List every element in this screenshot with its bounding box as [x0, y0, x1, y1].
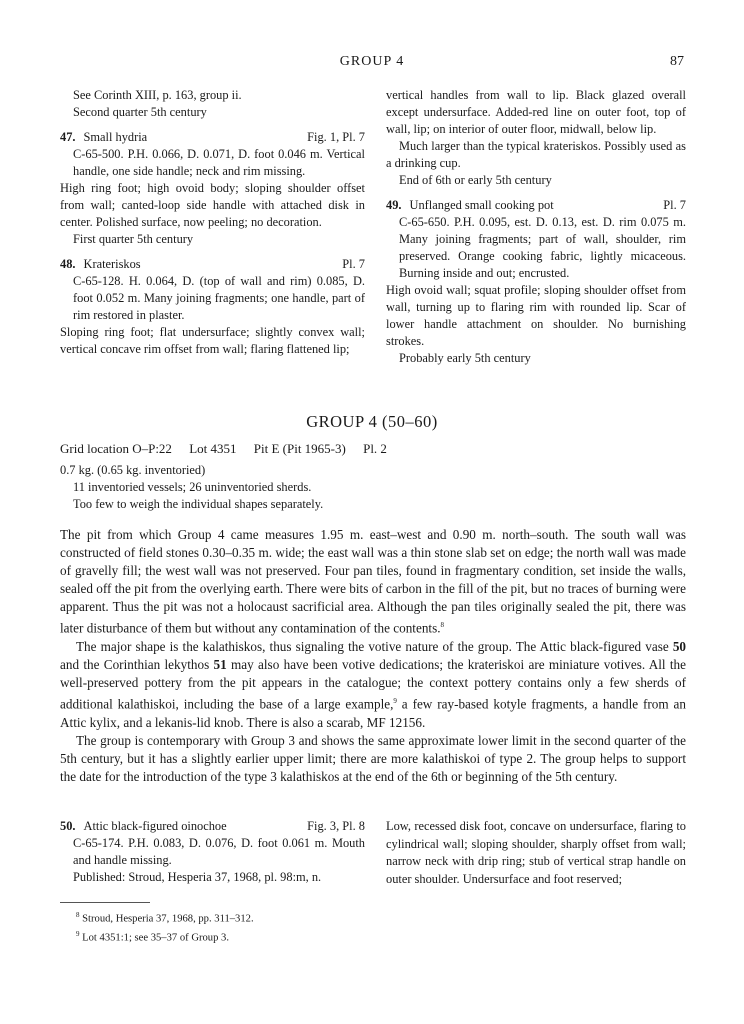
catalog-ref: 51: [213, 657, 227, 673]
body-paragraph-2: [60, 638, 686, 732]
entry-description: Low, recessed disk foot, concave on undersurface, flaring to cylindrical wall; sloping shoulder, sharply offset from wall; narrow neck with drip ring; stub of vertical strap handle on outer shoulder. Undersurface and foot reserved;: [386, 819, 686, 886]
section-title: GROUP 4 (50–60): [306, 412, 438, 431]
counts-line: 11 inventoried vessels; 26 uninventoried sherds.: [73, 480, 312, 494]
paragraph-text: may also have been votive dedications; the krateriskoi are miniature votives. All the well-preserved pottery from the pit appears in the catalogue; the context pottery contains only a few sherds of additional kalathiskoi, including the base of a large example,: [60, 657, 686, 712]
weights-block: [60, 462, 660, 513]
entry-49-heading: [386, 197, 686, 214]
entry-catalog: C-65-650. P.H. 0.095, est. D. 0.13, est. D. rim 0.075 m. Many joining fragments; part of wall, shoulder, rim preserved. Orange cooking fabric, lightly micaceous. Burning inside and out; encrusted.: [399, 215, 686, 280]
grid-location-line: [60, 441, 401, 457]
plate-reference: Pl. 2: [363, 441, 387, 456]
footnote-mark: 9: [76, 929, 80, 938]
entry-50-heading: [60, 818, 365, 835]
entry-reference: Pl. 7: [663, 198, 686, 212]
entry-48-heading: [60, 256, 365, 273]
paragraph-text: a few ray-based kotyle fragments, a handle from an Attic kylix, and a lekanis-lid knob. There is also a scarab, MF 12156.: [60, 696, 686, 730]
entry-date: First quarter 5th century: [73, 232, 194, 246]
running-head: GROUP 4: [339, 54, 405, 69]
entry-48-date: End of 6th or early 5th century: [399, 173, 552, 187]
weight-line: 0.7 kg. (0.65 kg. inventoried): [60, 463, 206, 477]
paragraph-text: The pit from which Group 4 came measures 1.95 m. east–west and 0.90 m. north–south. The south wall was constructed of field stones 0.30–0.35 m. wide; the east wall was a thin stone slab set on edge; the north wall was made of gravelly fill; the west wall was not preserved. Four pan tiles, found in fragmentary condition, set inside the walls, sealed off the pit from the overlying earth. There were bits of carbon in the fill of the pit, but no traces of burning were apparent. Thus the pit was not a holocaust sacrificial area. Although the pan tiles originally sealed the pit, there was later disturbance of them but without any contamination of the contents.: [60, 527, 686, 636]
footnote-mark: 8: [76, 911, 80, 919]
entry-50-right: [386, 818, 686, 888]
body-paragraph-1: [60, 526, 686, 638]
footnote-ref[interactable]: 9: [393, 697, 397, 706]
footnotes: [76, 908, 676, 945]
entry-reference: Pl. 7: [342, 257, 365, 271]
footnote-ref[interactable]: 8: [440, 621, 445, 630]
right-column: [386, 87, 686, 367]
weigh-note: Too few to weigh the individual shapes separately.: [73, 497, 324, 511]
paragraph-text: and the Corinthian lekythos: [60, 657, 214, 673]
entry-catalog: C-65-128. H. 0.064, D. (top of wall and rim) 0.085, D. foot 0.052 m. Many joining fragments; one handle, part of rim restored in plaster.: [73, 274, 365, 322]
lot-number: Lot 4351: [189, 441, 237, 456]
footnote-text: Stroud, Hesperia 37, 1968, pp. 311–312.: [82, 913, 254, 925]
entry-description: Sloping ring foot; flat undersurface; slightly convex wall; vertical concave rim offset from wall; flaring flattened lip;: [60, 325, 365, 356]
entry-title: Small hydria: [83, 130, 148, 144]
footnote-9: [76, 927, 676, 946]
entry-catalog: C-65-174. P.H. 0.083, D. 0.076, D. foot 0.061 m. Mouth and handle missing.: [73, 836, 365, 867]
entry-title: Unflanged small cooking pot: [409, 198, 554, 212]
reference-line: See Corinth XIII, p. 163, group ii.: [73, 88, 242, 102]
page-number: 87: [670, 54, 684, 69]
entry-48-continuation: vertical handles from wall to lip. Black glazed overall except undersurface. Added-red line on outer foot, top of wall, lip; on interior of outer floor, midwall, below lip.: [386, 88, 686, 136]
entry-description: High ring foot; high ovoid body; sloping shoulder offset from wall; canted-loop side handle with attached disk in center. Polished surface, now peeling; no decoration.: [60, 181, 365, 229]
grid-location: Grid location O–P:22: [60, 441, 172, 456]
entry-description: High ovoid wall; squat profile; sloping shoulder offset from wall, turning up to flaring rim with rounded lip. Scar of lower handle attachment on shoulder. No burnishing strokes.: [386, 283, 686, 348]
entry-title: Krateriskos: [83, 257, 141, 271]
entry-reference: Fig. 1, Pl. 7: [307, 130, 365, 144]
body-paragraph-3: The group is contemporary with Group 3 and shows the same approximate lower limit in the second quarter of the 5th century, but it has a slightly earlier upper limit; there are more kalathiskoi of type 2. The group helps to support the date for the introduction of the type 3 kalathiskos at the end of the 6th or beginning of the 5th century.: [60, 732, 686, 784]
body-text: [60, 526, 686, 786]
paragraph-text: The major shape is the kalathiskos, thus signaling the votive nature of the group. The Attic black-figured vase: [76, 638, 673, 654]
entry-number: 50.: [60, 819, 76, 833]
entry-published: Published: Stroud, Hesperia 37, 1968, pl. 98:m, n.: [73, 870, 322, 884]
entry-number: 49.: [386, 198, 402, 212]
catalog-ref: 50: [672, 638, 686, 654]
pit-designation: Pit E (Pit 1965-3): [253, 441, 346, 456]
footnote-text: Lot 4351:1; see 35–37 of Group 3.: [82, 932, 229, 944]
left-column: [60, 87, 365, 358]
entry-catalog: C-65-500. P.H. 0.066, D. 0.071, D. foot 0.046 m. Vertical handle, one side handle; neck and rim missing.: [73, 147, 365, 178]
entry-48-note: Much larger than the typical krateriskos. Possibly used as a drinking cup.: [386, 139, 686, 170]
entry-date: Probably early 5th century: [399, 351, 531, 365]
entry-number: 48.: [60, 257, 76, 271]
entry-reference: Fig. 3, Pl. 8: [307, 819, 365, 833]
entry-50-left: [60, 818, 365, 886]
date-line: Second quarter 5th century: [73, 105, 207, 119]
entry-title: Attic black-figured oinochoe: [83, 819, 227, 833]
footnote-8: [76, 908, 676, 927]
entry-47-heading: [60, 129, 365, 146]
entry-number: 47.: [60, 130, 76, 144]
footnote-divider: [60, 902, 150, 903]
